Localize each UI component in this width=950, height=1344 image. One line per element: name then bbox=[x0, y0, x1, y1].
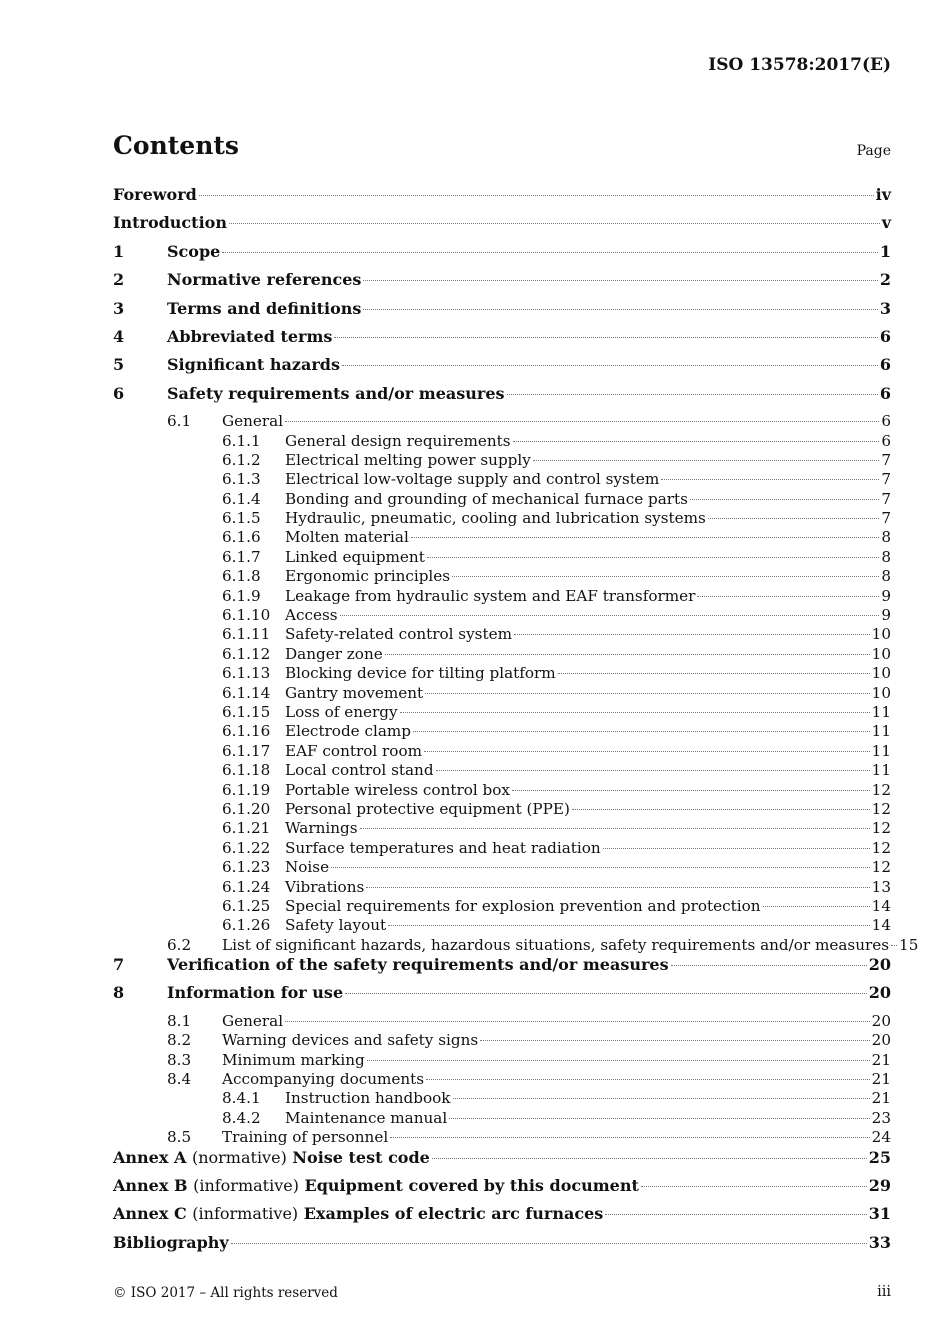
toc-entry[interactable] bbox=[113, 1204, 891, 1232]
toc-entry-page: 13 bbox=[871, 877, 891, 896]
toc-entry[interactable] bbox=[113, 528, 891, 547]
toc-entry-title: Portable wireless control box bbox=[285, 780, 510, 799]
toc-entry-page: 29 bbox=[868, 1175, 891, 1195]
toc-entry-title: Danger zone bbox=[285, 644, 383, 663]
toc-entry-title: Hydraulic, pneumatic, cooling and lubrication systems bbox=[285, 509, 706, 528]
toc-entry[interactable] bbox=[113, 509, 891, 528]
toc-entry-number: 6.1.9 bbox=[222, 586, 261, 605]
toc-entry-page: 12 bbox=[871, 858, 891, 877]
annex-title: Noise test code bbox=[292, 1147, 430, 1167]
toc-entry-title: Accompanying documents bbox=[222, 1070, 425, 1089]
annex-label: Annex A bbox=[113, 1147, 187, 1167]
toc-entry-page: 7 bbox=[881, 450, 891, 469]
toc-entry-page: 23 bbox=[871, 1108, 891, 1127]
toc-entry[interactable] bbox=[113, 1070, 891, 1089]
toc-entry-number: 6.1.21 bbox=[222, 819, 271, 838]
toc-entry-page: 20 bbox=[871, 1031, 891, 1050]
toc-entry-number: 6.1.6 bbox=[222, 528, 261, 547]
toc-entry-number: 7 bbox=[113, 955, 125, 975]
toc-entry[interactable] bbox=[113, 858, 891, 877]
toc-entry-title: Safety layout bbox=[285, 916, 387, 935]
annex-label: Annex B bbox=[113, 1175, 188, 1195]
toc-entry-title bbox=[113, 1148, 430, 1167]
toc-entry-number: 2 bbox=[113, 270, 125, 290]
dot-leader bbox=[426, 1079, 870, 1080]
toc-entry-number: 8.5 bbox=[167, 1128, 192, 1147]
toc-entry[interactable] bbox=[113, 684, 891, 703]
dot-leader bbox=[411, 537, 879, 538]
toc-entry-title: Normative references bbox=[167, 270, 362, 290]
toc-entry-number: 8.4.1 bbox=[222, 1089, 261, 1108]
toc-entry-page: 1 bbox=[879, 241, 891, 261]
toc-entry-number: 6.1.5 bbox=[222, 509, 261, 528]
toc-entry-page: 21 bbox=[871, 1070, 891, 1089]
annex-qualifier: (informative) bbox=[192, 1204, 299, 1224]
toc-entry-page: 7 bbox=[881, 470, 891, 489]
toc-entry[interactable] bbox=[113, 1148, 891, 1176]
toc-entry-number: 6.1.15 bbox=[222, 702, 271, 721]
toc-entry-page: 11 bbox=[871, 741, 891, 760]
toc-entry-title: Bonding and grounding of mechanical furnace parts bbox=[285, 489, 688, 508]
page-title: Contents bbox=[113, 131, 240, 160]
footer-page-number: iii bbox=[877, 1284, 891, 1300]
toc-entry[interactable] bbox=[113, 916, 891, 935]
page-column-label: Page bbox=[856, 143, 891, 159]
toc-entry[interactable] bbox=[113, 490, 891, 509]
toc-entry-number: 6.1.3 bbox=[222, 470, 261, 489]
toc-entry-number: 8.4 bbox=[167, 1070, 192, 1089]
toc-entry-page: 11 bbox=[871, 761, 891, 780]
toc-entry[interactable] bbox=[113, 606, 891, 625]
toc-entry[interactable] bbox=[113, 1012, 891, 1031]
toc-entry-title: Personal protective equipment (PPE) bbox=[285, 799, 570, 818]
dot-leader bbox=[708, 518, 880, 519]
toc-entry-page: 24 bbox=[871, 1128, 891, 1147]
toc-entry-page: 6 bbox=[881, 431, 891, 450]
toc-entry[interactable] bbox=[113, 548, 891, 567]
toc-entry-page: 14 bbox=[871, 916, 891, 935]
toc-entry[interactable] bbox=[113, 299, 891, 327]
document-id: ISO 13578:2017(E) bbox=[708, 55, 891, 75]
toc-entry[interactable] bbox=[113, 800, 891, 819]
toc-entry-number: 6.1.14 bbox=[222, 683, 271, 702]
dot-leader bbox=[367, 1060, 870, 1061]
annex-qualifier: (informative) bbox=[193, 1175, 299, 1195]
toc-entry-page: 9 bbox=[881, 606, 891, 625]
toc-entry-page: 10 bbox=[871, 664, 891, 683]
toc-entry[interactable] bbox=[113, 432, 891, 451]
dot-leader bbox=[199, 195, 874, 196]
toc-entry[interactable] bbox=[113, 213, 891, 241]
toc-entry-page: 33 bbox=[868, 1232, 891, 1252]
toc-entry-title: Special requirements for explosion prevention and protection bbox=[285, 896, 761, 915]
dot-leader bbox=[449, 1118, 869, 1119]
dot-leader bbox=[512, 790, 870, 791]
dot-leader bbox=[452, 576, 879, 577]
toc-entry[interactable] bbox=[113, 722, 891, 741]
toc-entry-page: 3 bbox=[879, 298, 891, 318]
toc-entry-title bbox=[113, 1176, 639, 1195]
toc-entry-title: Safety-related control system bbox=[285, 625, 512, 644]
toc-entry-number: 6.1.13 bbox=[222, 664, 271, 683]
toc-entry-number: 6.1.19 bbox=[222, 780, 271, 799]
toc-entry-title bbox=[113, 1204, 603, 1223]
toc-entry-title: List of significant hazards, hazardous situations, safety requirements and/or measures bbox=[222, 935, 890, 954]
toc-entry-number: 6 bbox=[113, 383, 125, 403]
toc-entry[interactable] bbox=[113, 1051, 891, 1070]
toc-entry-number: 5 bbox=[113, 355, 125, 375]
toc-entry-number: 6.1.25 bbox=[222, 896, 271, 915]
toc-entry-page: 25 bbox=[868, 1147, 891, 1167]
toc-entry[interactable] bbox=[113, 1233, 891, 1261]
footer-copyright: © ISO 2017 – All rights reserved bbox=[113, 1285, 338, 1301]
toc-entry[interactable] bbox=[113, 451, 891, 470]
toc-entry[interactable] bbox=[113, 839, 891, 858]
toc-entry-title: Ergonomic principles bbox=[285, 567, 451, 586]
toc-entry-title: Scope bbox=[167, 241, 221, 261]
toc-entry[interactable] bbox=[113, 185, 891, 213]
dot-leader bbox=[342, 365, 878, 366]
dot-leader bbox=[436, 770, 870, 771]
toc-entry-number: 6.1.18 bbox=[222, 761, 271, 780]
toc-entry-number: 4 bbox=[113, 326, 125, 346]
dot-leader bbox=[360, 828, 870, 829]
toc-entry-page: 11 bbox=[871, 722, 891, 741]
toc-entry-page: 10 bbox=[871, 683, 891, 702]
dot-leader bbox=[427, 557, 880, 558]
toc-entry-title: Gantry movement bbox=[285, 683, 424, 702]
dot-leader bbox=[572, 809, 870, 810]
toc-entry-title: Electrical low-voltage supply and control system bbox=[285, 470, 660, 489]
dot-leader bbox=[603, 848, 870, 849]
dot-leader bbox=[366, 887, 869, 888]
toc-entry-page: 12 bbox=[871, 780, 891, 799]
toc-entry-number: 8.2 bbox=[167, 1031, 192, 1050]
toc-entry-number: 1 bbox=[113, 241, 125, 261]
dot-leader bbox=[513, 441, 880, 442]
toc-entry-page: 20 bbox=[871, 1011, 891, 1030]
toc-entry[interactable] bbox=[113, 587, 891, 606]
toc-entry-title: Access bbox=[285, 606, 338, 625]
toc-entry-title: Training of personnel bbox=[222, 1128, 389, 1147]
toc-entry-number: 8.4.2 bbox=[222, 1108, 261, 1127]
toc-entry-title: Warnings bbox=[285, 819, 358, 838]
toc-entry-page: 12 bbox=[871, 799, 891, 818]
toc-entry-page: 2 bbox=[879, 270, 891, 290]
toc-entry-page: 11 bbox=[871, 702, 891, 721]
toc-entry[interactable] bbox=[113, 625, 891, 644]
dot-leader bbox=[514, 634, 870, 635]
toc-entry-title: Leakage from hydraulic system and EAF transformer bbox=[285, 586, 696, 605]
toc-entry-page: 14 bbox=[871, 896, 891, 915]
toc-entry-page: iv bbox=[875, 185, 891, 204]
dot-leader bbox=[363, 309, 877, 310]
toc-entry[interactable] bbox=[113, 819, 891, 838]
toc-entry-page: v bbox=[881, 213, 891, 233]
dot-leader bbox=[340, 615, 880, 616]
dot-leader bbox=[425, 693, 870, 694]
toc-entry[interactable] bbox=[113, 567, 891, 586]
toc-entry-title: Minimum marking bbox=[222, 1050, 365, 1069]
dot-leader bbox=[345, 993, 867, 994]
dot-leader bbox=[400, 712, 870, 713]
toc-entry[interactable] bbox=[113, 935, 919, 955]
toc-entry-title: EAF control room bbox=[285, 741, 422, 760]
toc-entry-page: 21 bbox=[871, 1050, 891, 1069]
toc-entry-title: Terms and definitions bbox=[167, 298, 362, 318]
toc-entry-number: 6.1.22 bbox=[222, 838, 271, 857]
toc-entry-number: 6.1.17 bbox=[222, 741, 271, 760]
dot-leader bbox=[763, 906, 870, 907]
dot-leader bbox=[285, 1021, 870, 1022]
toc-entry[interactable] bbox=[113, 270, 891, 298]
dot-leader bbox=[453, 1098, 870, 1099]
toc-entry-page: 7 bbox=[881, 509, 891, 528]
toc-entry-number: 3 bbox=[113, 298, 125, 318]
toc-entry-title: Safety requirements and/or measures bbox=[167, 383, 505, 403]
toc-entry[interactable] bbox=[113, 1128, 891, 1147]
toc-entry-number: 6.1.26 bbox=[222, 916, 271, 935]
toc-entry[interactable] bbox=[113, 664, 891, 683]
dot-leader bbox=[661, 479, 879, 480]
toc-entry-title: General design requirements bbox=[285, 431, 511, 450]
toc-entry-number: 6.1.11 bbox=[222, 625, 271, 644]
toc-entry-number: 8.3 bbox=[167, 1050, 192, 1069]
toc-entry-page: 6 bbox=[881, 412, 891, 431]
toc-entry-title: Introduction bbox=[113, 213, 227, 233]
toc-entry-title: Linked equipment bbox=[285, 547, 425, 566]
dot-leader bbox=[231, 1243, 867, 1244]
dot-leader bbox=[891, 945, 897, 946]
toc-entry-title: General bbox=[222, 412, 284, 431]
toc-entry-number: 6.1.8 bbox=[222, 567, 261, 586]
toc-entry-title: General bbox=[222, 1011, 284, 1030]
toc-entry-title: Foreword bbox=[113, 185, 197, 204]
dot-leader bbox=[390, 1137, 869, 1138]
dot-leader bbox=[480, 1040, 870, 1041]
toc-entry-page: 8 bbox=[881, 528, 891, 547]
toc-entry-number: 6.1.10 bbox=[222, 606, 271, 625]
toc-entry-title: Verification of the safety requirements and/or measures bbox=[167, 955, 669, 975]
toc-entry[interactable] bbox=[113, 703, 891, 722]
annex-qualifier: (normative) bbox=[191, 1147, 287, 1167]
toc-entry-page: 10 bbox=[871, 644, 891, 663]
toc-entry-title: Electrical melting power supply bbox=[285, 450, 531, 469]
dot-leader bbox=[285, 421, 879, 422]
toc-entry[interactable] bbox=[113, 983, 891, 1011]
toc-entry-page: 6 bbox=[879, 326, 891, 346]
toc-entry-number: 6.2 bbox=[167, 935, 192, 954]
toc-entry-number: 6.1 bbox=[167, 412, 192, 431]
dot-leader bbox=[671, 965, 867, 966]
toc-entry-title: Electrode clamp bbox=[285, 722, 412, 741]
toc-entry-title: Loss of energy bbox=[285, 702, 398, 721]
toc-entry-number: 8.1 bbox=[167, 1011, 192, 1030]
toc-entry[interactable] bbox=[113, 327, 891, 355]
dot-leader bbox=[413, 731, 870, 732]
dot-leader bbox=[385, 654, 870, 655]
toc-entry[interactable] bbox=[113, 761, 891, 780]
toc-entry[interactable] bbox=[113, 1031, 891, 1050]
dot-leader bbox=[424, 751, 870, 752]
toc-entry-title: Information for use bbox=[167, 983, 344, 1003]
toc-entry-page: 20 bbox=[868, 983, 891, 1003]
toc-entry-number: 6.1.12 bbox=[222, 644, 271, 663]
toc-entry-page: 6 bbox=[879, 383, 891, 403]
toc-entry-title: Abbreviated terms bbox=[167, 326, 333, 346]
toc-entry[interactable] bbox=[113, 1109, 891, 1128]
toc-entry-number: 6.1.7 bbox=[222, 547, 261, 566]
toc-entry[interactable] bbox=[113, 1176, 891, 1204]
dot-leader bbox=[222, 252, 878, 253]
annex-title: Examples of electric arc furnaces bbox=[303, 1204, 604, 1224]
toc-entry[interactable] bbox=[113, 955, 891, 983]
dot-leader bbox=[363, 280, 877, 281]
toc-entry-number: 6.1.23 bbox=[222, 858, 271, 877]
dot-leader bbox=[641, 1186, 867, 1187]
toc-entry-page: 7 bbox=[881, 489, 891, 508]
dot-leader bbox=[690, 499, 879, 500]
dot-leader bbox=[388, 925, 870, 926]
toc-entry[interactable] bbox=[113, 384, 891, 412]
toc-entry-title: Noise bbox=[285, 858, 330, 877]
toc-entry[interactable] bbox=[113, 645, 891, 664]
toc-entry[interactable] bbox=[113, 781, 891, 800]
dot-leader bbox=[507, 394, 878, 395]
toc-entry-page: 8 bbox=[881, 547, 891, 566]
toc-entry[interactable] bbox=[113, 897, 891, 916]
toc-entry-page: 6 bbox=[879, 355, 891, 375]
toc-entry-page: 15 bbox=[899, 935, 919, 954]
toc-entry-title: Local control stand bbox=[285, 761, 434, 780]
toc-entry-number: 6.1.24 bbox=[222, 877, 271, 896]
toc-entry[interactable] bbox=[113, 412, 891, 431]
toc-entry-page: 31 bbox=[868, 1204, 891, 1224]
toc-entry-page: 12 bbox=[871, 819, 891, 838]
toc-entry-title: Blocking device for tilting platform bbox=[285, 664, 556, 683]
dot-leader bbox=[334, 337, 877, 338]
toc-entry-title: Molten material bbox=[285, 528, 409, 547]
toc-entry[interactable] bbox=[113, 470, 891, 489]
dot-leader bbox=[229, 223, 880, 224]
toc-entry-title: Maintenance manual bbox=[285, 1108, 448, 1127]
toc-entry[interactable] bbox=[113, 878, 891, 897]
annex-title: Equipment covered by this document bbox=[304, 1175, 639, 1195]
toc-entry-title: Bibliography bbox=[113, 1232, 229, 1252]
toc-entry-page: 20 bbox=[868, 955, 891, 975]
toc-entry-page: 10 bbox=[871, 625, 891, 644]
toc-entry-page: 12 bbox=[871, 838, 891, 857]
toc-entry-title: Significant hazards bbox=[167, 355, 340, 375]
toc-entry[interactable] bbox=[113, 1089, 891, 1108]
dot-leader bbox=[533, 460, 879, 461]
toc-entry-page: 21 bbox=[871, 1089, 891, 1108]
toc-entry-title: Warning devices and safety signs bbox=[222, 1031, 479, 1050]
toc-entry[interactable] bbox=[113, 355, 891, 383]
toc-entry[interactable] bbox=[113, 242, 891, 270]
table-of-contents bbox=[113, 185, 919, 1261]
toc-entry-number: 6.1.16 bbox=[222, 722, 271, 741]
dot-leader bbox=[331, 867, 870, 868]
dot-leader bbox=[432, 1158, 867, 1159]
toc-entry-page: 8 bbox=[881, 567, 891, 586]
toc-entry-title: Instruction handbook bbox=[285, 1089, 451, 1108]
toc-entry-title: Surface temperatures and heat radiation bbox=[285, 838, 601, 857]
toc-entry[interactable] bbox=[113, 742, 891, 761]
toc-entry-title: Vibrations bbox=[285, 877, 365, 896]
toc-entry-number: 6.1.20 bbox=[222, 799, 271, 818]
toc-entry-number: 6.1.2 bbox=[222, 450, 261, 469]
annex-label: Annex C bbox=[113, 1204, 187, 1224]
dot-leader bbox=[697, 596, 879, 597]
dot-leader bbox=[558, 673, 870, 674]
toc-entry-number: 6.1.1 bbox=[222, 431, 261, 450]
toc-entry-page: 9 bbox=[881, 586, 891, 605]
toc-entry-number: 6.1.4 bbox=[222, 489, 261, 508]
dot-leader bbox=[605, 1214, 866, 1215]
toc-entry-number: 8 bbox=[113, 983, 125, 1003]
